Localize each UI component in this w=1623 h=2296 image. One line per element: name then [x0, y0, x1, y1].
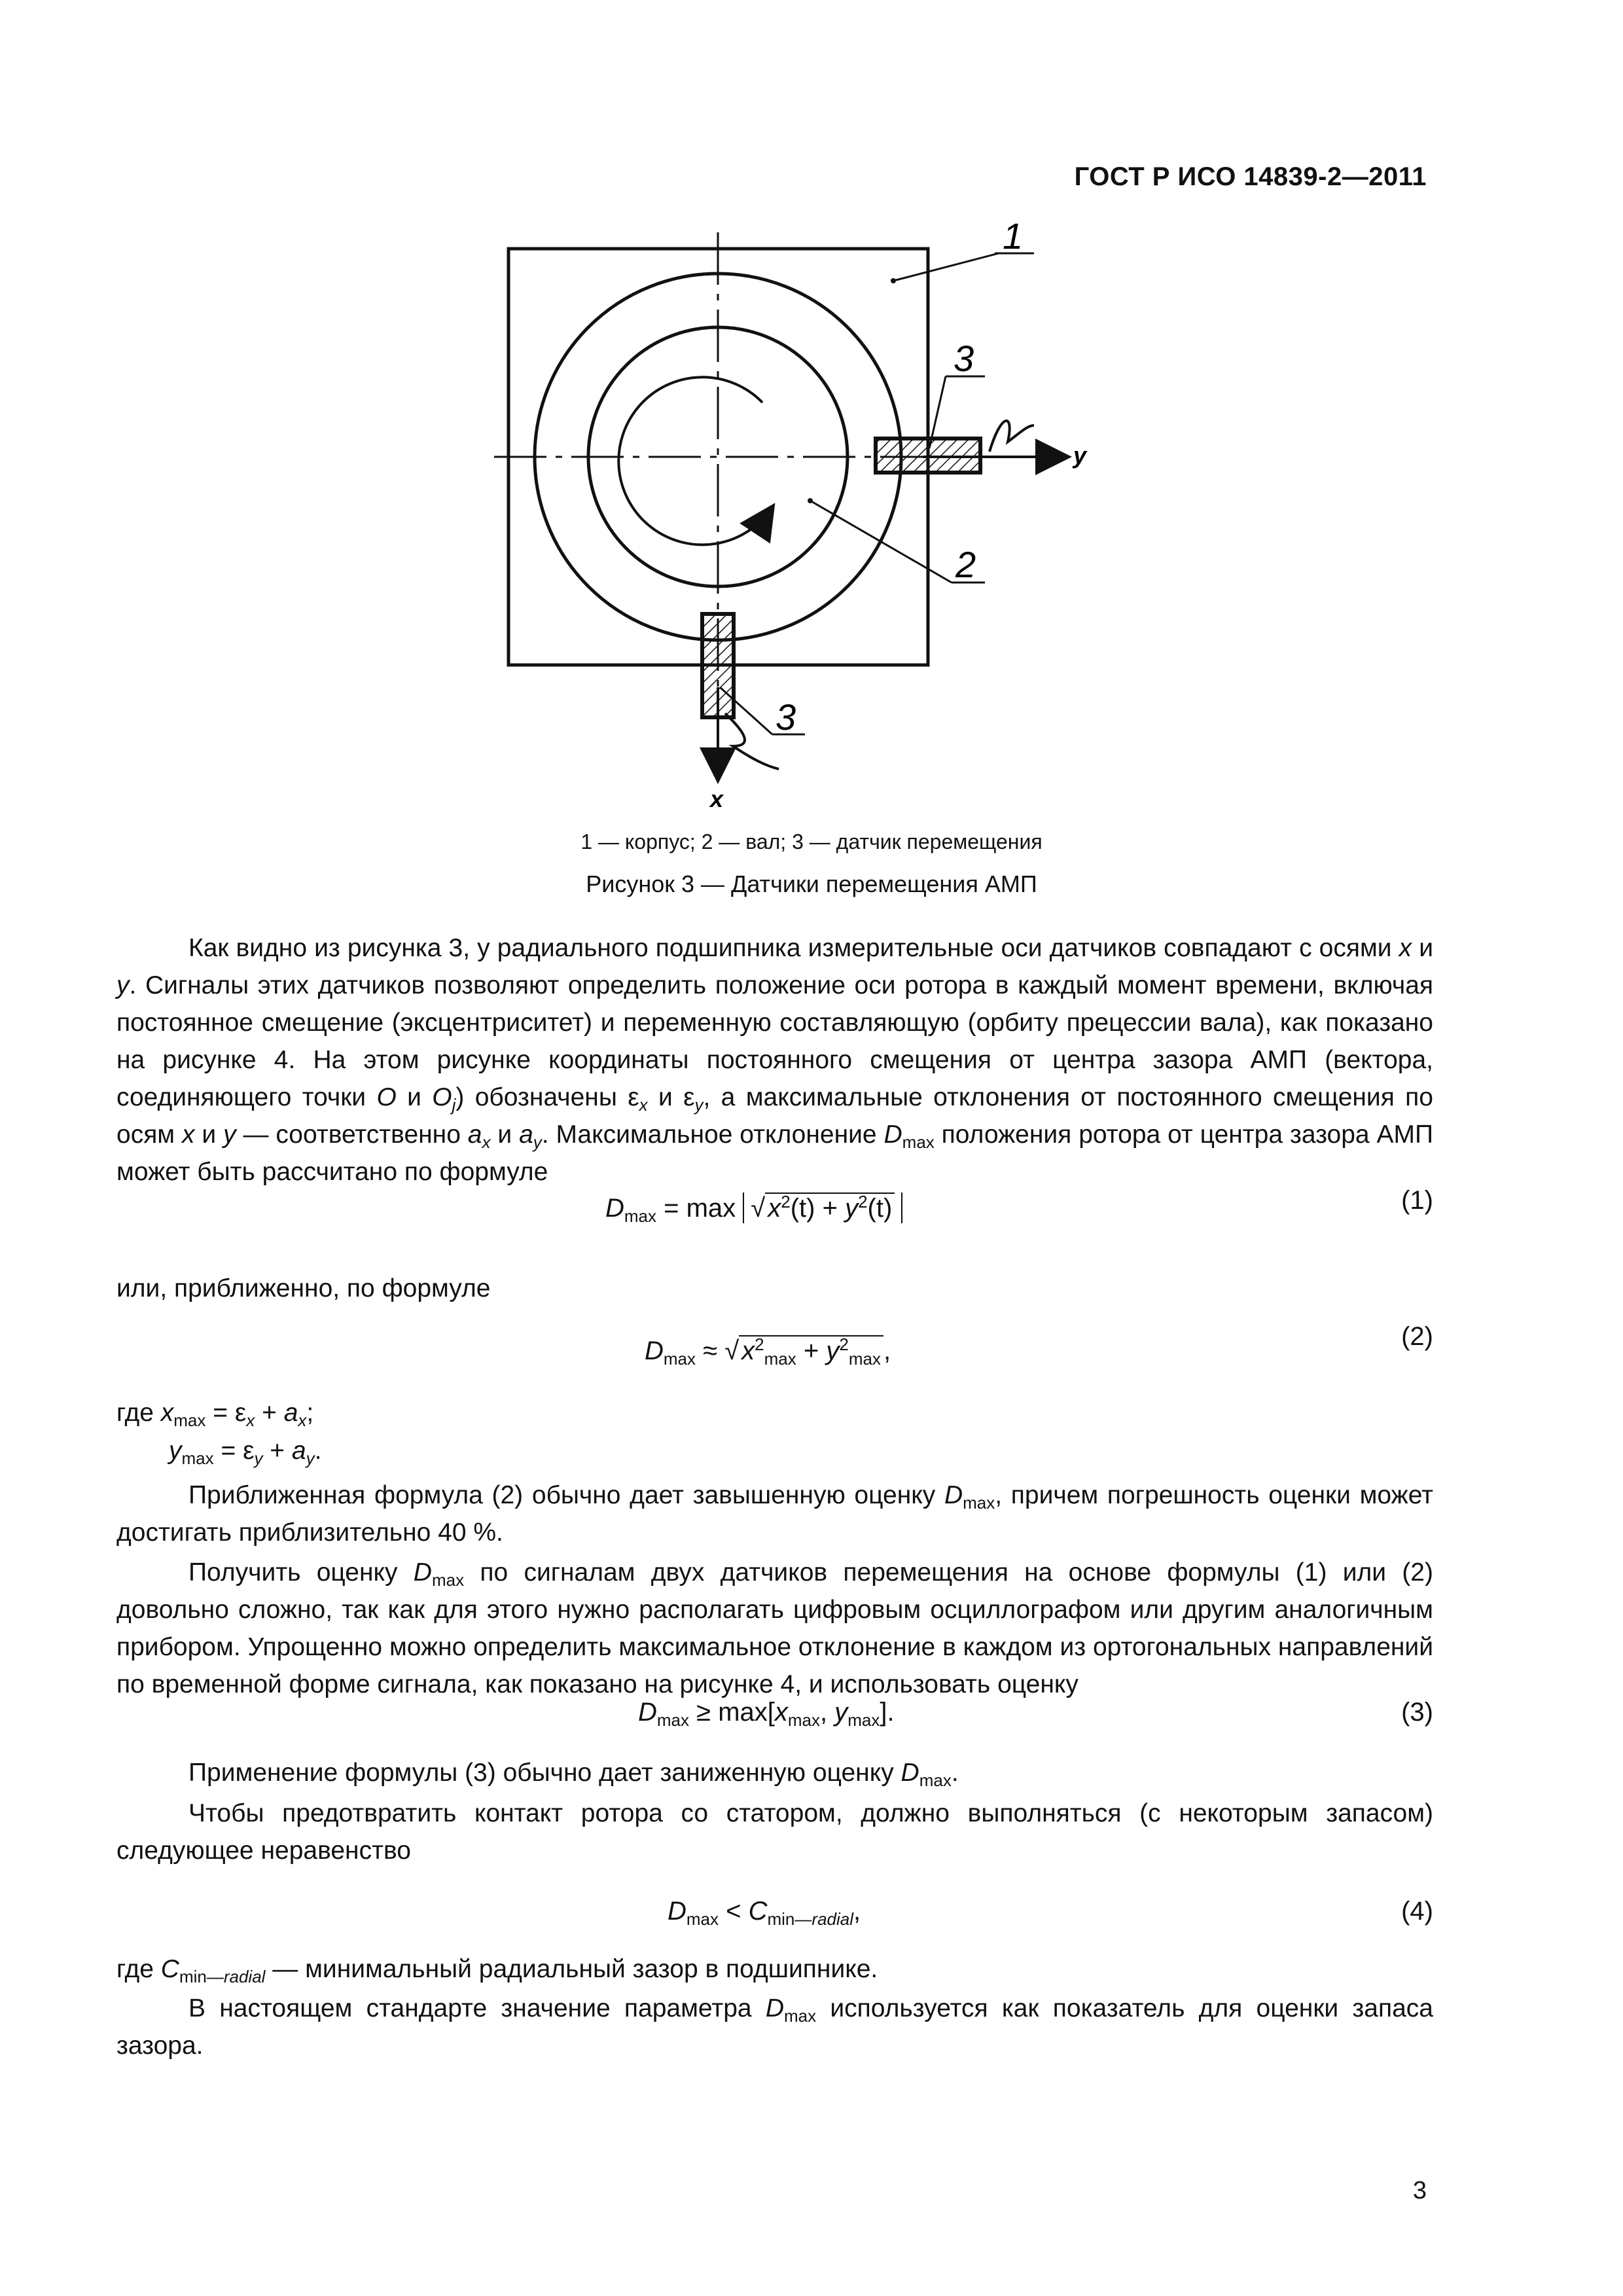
paragraph-estimate: Получить оценку $D_{max}$ по сигналам двух датчиков перемещения на основе формулы (1) или (2) довольно сложно, так как для этого нужно располагать цифровым осциллографом или другим аналогичным прибором. Упрощенно можно определить максимальное отклонение в каждом из ортогональных направлений по временной форме сигнала, как показано на рисунке 4, и использовать оценку — [116, 1558, 1433, 1698]
paragraph-conclusion: В настоящем стандарте значение параметра $D_{max}$ используется как показатель для оценки запаса зазора. — [116, 1994, 1433, 2060]
label-axis-y: y — [1073, 442, 1087, 469]
page-number: 3 — [1412, 2177, 1427, 2204]
paragraph-inequality-intro: Чтобы предотвратить контакт ротора со статором, должно выполняться (с некоторым запасом) следующее неравенство — [116, 1799, 1433, 1865]
sensor-x — [702, 614, 734, 717]
equation-3: $D_{max} \ge \max[x_{max}$, $y_{max}$]. — [638, 1698, 895, 1730]
paragraph-or: или, приближенно, по формуле — [116, 1274, 491, 1302]
paragraph-overestimate: Приближенная формула (2) обычно дает завышенную оценку $D_{max}$, причем погрешность оценки может достигать приблизительно 40 %. — [116, 1481, 1433, 1547]
label-sensor-y: 3 — [954, 338, 974, 379]
rotation-arrow — [618, 377, 772, 545]
document-id: ГОСТ Р ИСО 14839-2—2011 — [1074, 162, 1427, 191]
figure-legend: 1 — корпус; 2 — вал; 3 — датчик перемещения — [580, 830, 1043, 853]
equation-1-number: (1) — [1401, 1186, 1433, 1215]
definition-ymax: $y_{max} = \varepsilon_y + a_y$. — [169, 1437, 322, 1468]
cable-y — [990, 421, 1034, 452]
equation-4-number: (4) — [1401, 1897, 1433, 1926]
label-shaft: 2 — [955, 544, 976, 585]
label-housing: 1 — [1003, 216, 1024, 257]
cable-x — [725, 713, 779, 769]
leader-2 — [810, 501, 952, 583]
paragraph-intro: Как видно из рисунка 3, у радиального подшипника измерительные оси датчиков совпадают с осями x и y. Сигналы этих датчиков позволяют определить положение оси ротора в каждый момент времени, включая постоянное смещение (эксцентриситет) и переменную составляющую (орбиту прецессии вала), как показано на рисунке 4. На этом рисунке координаты постоянного смещения от центра зазора АМП (вектора, соединяющего точки O и $O_j$) обозначены $\varepsilon_x$ и $\varepsilon_y$, а максимальные отклонения от постоянного смещения по осям x и y — соответственно $a_x$ и $a_y$. Максимальное отклонение $D_{max}$ положения ротора от центра зазора АМП может быть рассчитано по формуле — [116, 934, 1434, 1186]
leader-1 — [893, 253, 999, 281]
equation-2-number: (2) — [1401, 1322, 1433, 1351]
equation-3-number: (3) — [1401, 1698, 1433, 1727]
equation-1: $D_{max} = \max$ √ $x^2(t) + y^2(t)$ — [605, 1193, 902, 1223]
figure-caption: Рисунок 3 — Датчики перемещения АМП — [586, 870, 1037, 897]
sensor-y — [876, 439, 980, 473]
equation-4: $D_{max} < C_{min—radial}$, — [668, 1897, 861, 1929]
definition-cmin: где $C_{min—radial}$ — минимальный радиальный зазор в подшипнике. — [116, 1955, 878, 1986]
label-sensor-x: 3 — [776, 696, 796, 738]
equation-2: $D_{max}$ ≈ √ $x^2_{max} + y^2_{max}$ , — [645, 1335, 891, 1369]
paragraph-underestimate: Применение формулы (3) обычно дает заниженную оценку $D_{max}$. — [188, 1759, 959, 1790]
label-axis-x: x — [710, 785, 724, 812]
definition-xmax: где $x_{max} = \varepsilon_x + a_x$; — [116, 1399, 314, 1430]
figure-amb-sensors — [458, 216, 1113, 818]
